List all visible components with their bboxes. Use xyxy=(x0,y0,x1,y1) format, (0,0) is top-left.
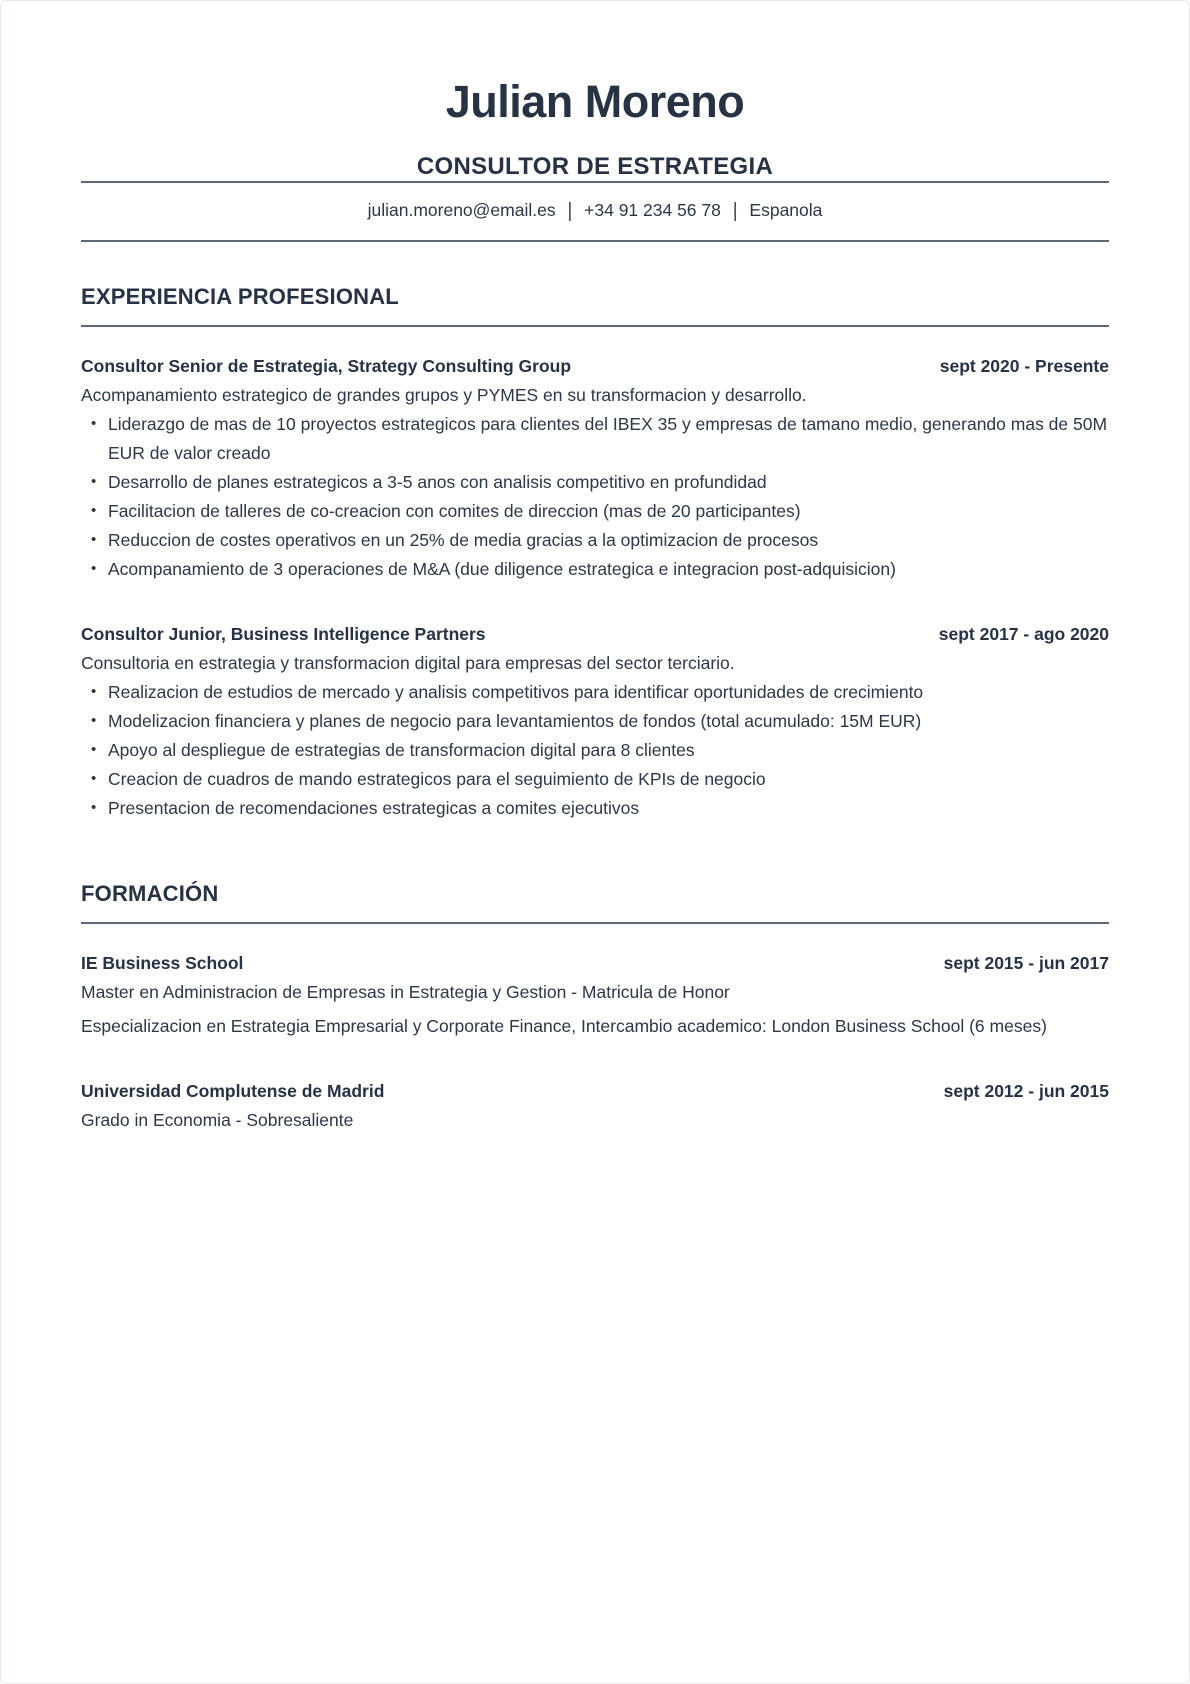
school-degree: Grado in Economia - Sobresaliente xyxy=(81,1109,354,1130)
job-summary: Acompanamiento estrategico de grandes grupos y PYMES en su transformacion y desarrollo. xyxy=(81,384,807,405)
section-heading-experience: EXPERIENCIA PROFESIONAL xyxy=(81,284,1109,327)
section-education xyxy=(81,881,1109,1135)
school-header xyxy=(81,949,1109,978)
bullet-item: • Presentacion de recomendaciones estrategicas a comites ejecutivos xyxy=(81,794,1109,823)
contact-phone: +34 91 234 56 78 xyxy=(584,199,721,220)
job-entry xyxy=(81,620,1109,823)
school-entry xyxy=(81,949,1109,1041)
section-experience xyxy=(81,284,1109,823)
job-summary: Consultoria en estrategia y transformacion digital para empresas del sector terciario. xyxy=(81,652,735,673)
school-dates: sept 2012 - jun 2015 xyxy=(943,1080,1109,1101)
job-dates: sept 2017 - ago 2020 xyxy=(938,623,1109,644)
job-bullet-list xyxy=(81,410,1109,584)
school-detail: Especializacion en Estrategia Empresarial y Corporate Finance, Intercambio academico: London Business School (6 meses) xyxy=(81,1015,1047,1036)
bullet-item: • Reduccion de costes operativos en un 25% de media gracias a la optimizacion de procesos xyxy=(81,526,1109,555)
job-dates: sept 2020 - Presente xyxy=(939,355,1109,376)
job-bullet-list xyxy=(81,678,1109,823)
school-header xyxy=(81,1077,1109,1106)
person-headline: CONSULTOR DE ESTRATEGIA xyxy=(416,152,774,180)
bullet-item: • Facilitacion de talleres de co-creacion con comites de direccion (mas de 20 participantes) xyxy=(81,497,1109,526)
job-title: Consultor Senior de Estrategia, Strategy Consulting Group xyxy=(81,355,572,376)
contact-nationality: Espanola xyxy=(749,199,823,220)
job-header xyxy=(81,352,1109,381)
contact-email: julian.moreno@email.es xyxy=(367,199,556,220)
school-name: Universidad Complutense de Madrid xyxy=(81,1080,385,1101)
bullet-item: • Liderazgo de mas de 10 proyectos estrategicos para clientes del IBEX 35 y empresas de tamano medio, generando mas de 50M EUR de valor creado xyxy=(81,410,1109,468)
bullet-item: • Modelizacion financiera y planes de negocio para levantamientos de fondos (total acumulado: 15M EUR) xyxy=(81,707,1109,736)
person-name: Julian Moreno xyxy=(445,76,745,127)
job-header xyxy=(81,620,1109,649)
school-dates: sept 2015 - jun 2017 xyxy=(943,952,1109,973)
contact-separator: | xyxy=(567,197,573,221)
section-heading-education: FORMACIÓN xyxy=(81,881,1109,924)
contact-separator: | xyxy=(732,197,738,221)
bullet-item: • Apoyo al despliegue de estrategias de transformacion digital para 8 clientes xyxy=(81,736,1109,765)
bullet-item: • Acompanamiento de 3 operaciones de M&A (due diligence estrategica e integracion post-adquisicion) xyxy=(81,555,1109,584)
school-degree: Master en Administracion de Empresas in Estrategia y Gestion - Matricula de Honor xyxy=(81,981,730,1002)
bullet-item: • Realizacion de estudios de mercado y analisis competitivos para identificar oportunidades de crecimiento xyxy=(81,678,1109,707)
header-divider-bottom xyxy=(81,240,1109,242)
job-title: Consultor Junior, Business Intelligence Partners xyxy=(81,623,486,644)
contact-line xyxy=(81,183,1109,240)
bullet-item: • Desarrollo de planes estrategicos a 3-5 anos con analisis competitivo en profundidad xyxy=(81,468,1109,497)
job-entry xyxy=(81,352,1109,584)
school-name: IE Business School xyxy=(81,952,244,973)
school-entry xyxy=(81,1077,1109,1135)
bullet-item: • Creacion de cuadros de mando estrategicos para el seguimiento de KPIs de negocio xyxy=(81,765,1109,794)
